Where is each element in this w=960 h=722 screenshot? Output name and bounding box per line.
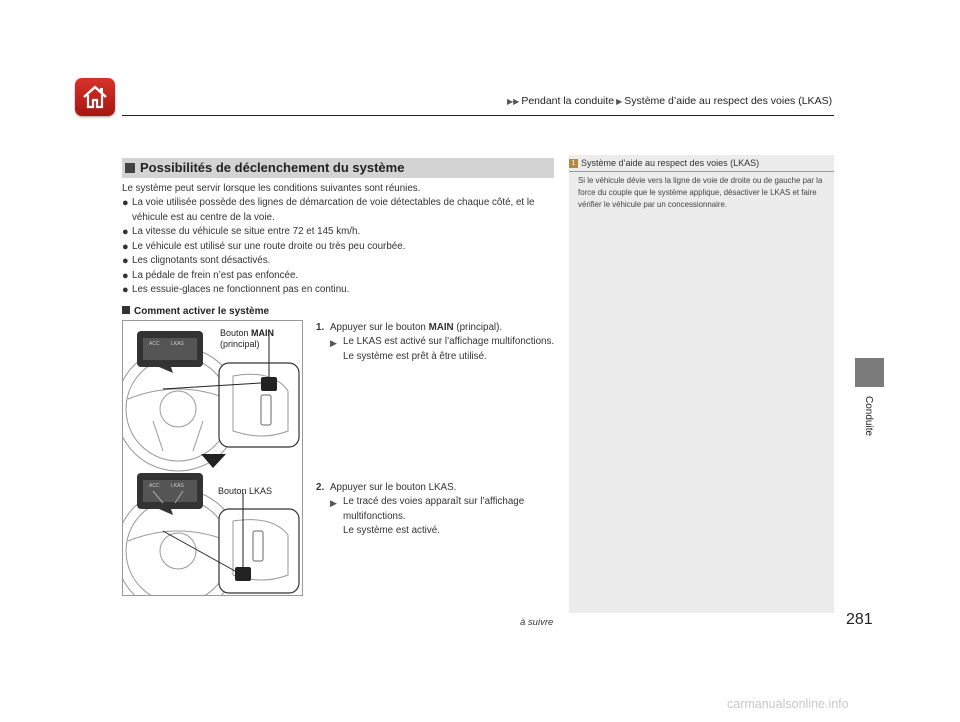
breadcrumb-item[interactable]: Pendant la conduite xyxy=(521,95,615,107)
bullet-icon: ● xyxy=(122,284,129,296)
svg-text:LKAS: LKAS xyxy=(171,483,184,489)
chapter-tab[interactable] xyxy=(855,358,884,387)
section-title: Possibilités de déclenchement du système xyxy=(140,160,405,175)
svg-text:LKAS: LKAS xyxy=(171,341,184,347)
breadcrumb-arrow-icon: ▶ xyxy=(616,97,623,106)
bullet-icon: ● xyxy=(122,269,129,282)
breadcrumb xyxy=(505,95,832,107)
header-rule xyxy=(122,115,834,116)
page-number: 281 xyxy=(846,611,873,628)
breadcrumb-arrow-icon: ▶▶ xyxy=(507,97,520,106)
svg-text:ACC: ACC xyxy=(149,341,160,347)
lkas-button-callout: Bouton LKAS xyxy=(218,486,273,496)
section-heading xyxy=(122,158,554,178)
intro-text: Le système peut servir lorsque les conditions suivantes sont réunies. xyxy=(122,183,421,194)
svg-text:ACC: ACC xyxy=(149,483,160,489)
note-title: 1 Système d’aide au respect des voies (LKAS) xyxy=(569,158,759,168)
result-arrow-icon: ▶ xyxy=(330,338,337,348)
bullet-icon: ● xyxy=(122,226,129,238)
subsection-title: Comment activer le système xyxy=(122,306,269,317)
continued-label: à suivre xyxy=(520,617,554,628)
home-icon xyxy=(81,83,109,111)
watermark: carmanualsonline.info xyxy=(727,697,849,711)
note-panel xyxy=(569,155,834,613)
note-number-icon: 1 xyxy=(569,159,578,168)
step-1: 1. Appuyer sur le bouton MAIN (principal). ▶ Le LKAS est activé sur l’affichage multifonctions. Le système est prêt à être utilisé. xyxy=(316,322,555,362)
bullet-icon: ● xyxy=(122,255,129,267)
section-bullet-icon xyxy=(125,163,135,173)
bullet-icon: ● xyxy=(122,240,129,253)
steering-wheel-illustration xyxy=(122,320,303,596)
home-button[interactable] xyxy=(75,78,115,116)
steering-wheel-diagram xyxy=(123,321,303,596)
result-arrow-icon: ▶ xyxy=(330,498,337,508)
bullet-icon: ● xyxy=(122,197,129,209)
breadcrumb-item[interactable]: Système d’aide au respect des voies (LKAS) xyxy=(624,95,833,107)
subsection-bullet-icon xyxy=(122,306,130,314)
step-2: 2. Appuyer sur le bouton LKAS. ▶ Le tracé des voies apparaît sur l’affichage multifonctions. Le système est activé. xyxy=(316,482,525,536)
main-button-callout: Bouton MAIN (principal) xyxy=(220,328,275,349)
chapter-tab-label: Conduite xyxy=(863,396,874,437)
note-body: Si le véhicule dévie vers la ligne de voie de droite ou de gauche par la force du couple que le système applique, désactiver le LKAS et faire vérifier le véhicule par un concessionnaire. xyxy=(578,176,823,209)
note-rule xyxy=(569,171,834,172)
